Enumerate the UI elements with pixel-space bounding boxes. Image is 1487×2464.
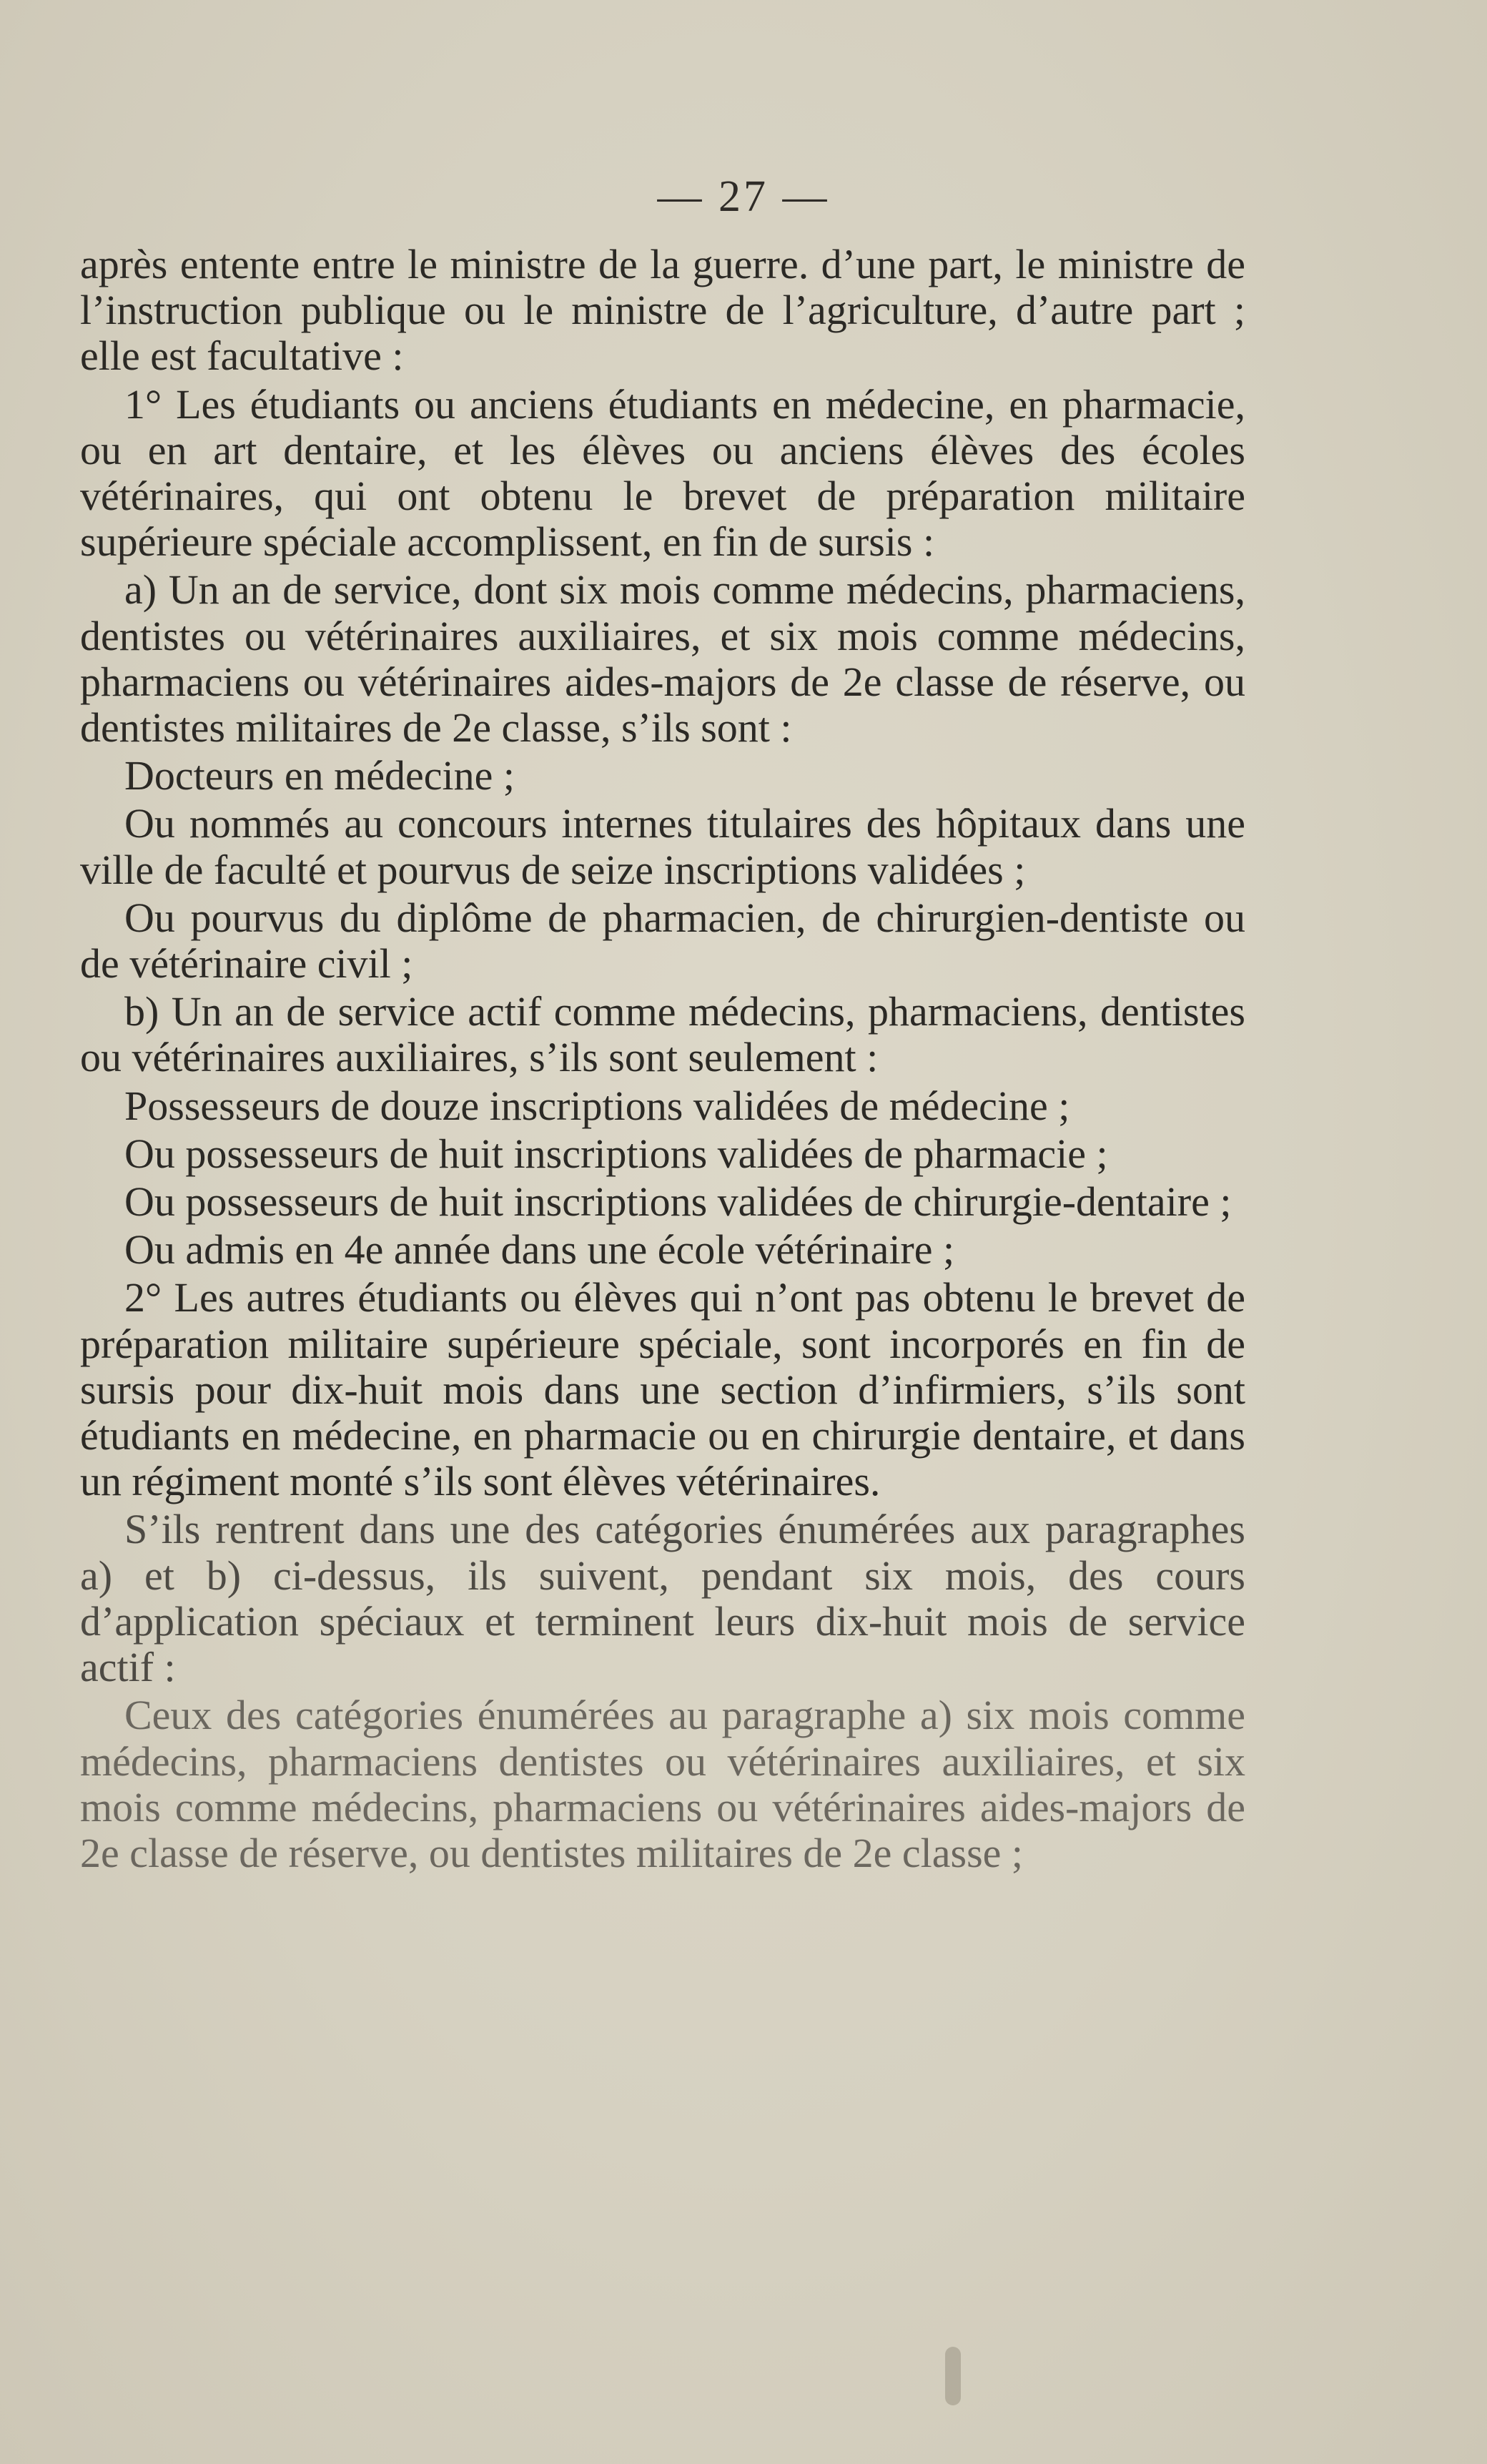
paragraph-2: 1° Les étudiants ou anciens étudiants en médecine, en pharmacie, ou en art dentaire, et les élèves ou anciens élèves des écoles vétérinaires, qui ont obtenu le brevet de préparation militaire supérieure spéciale accomplissent, en fin de sursis : bbox=[80, 380, 1245, 566]
paragraph-8: Possesseurs de douze inscriptions validées de médecine ; bbox=[124, 1082, 1070, 1129]
page-number: — 27 — bbox=[657, 172, 830, 221]
paragraph-7: b) Un an de service actif comme médecins, pharmaciens, dentistes ou vétérinaires auxiliaires, s’ils sont seulement : bbox=[80, 988, 1245, 1081]
paragraph-13: S’ils rentrent dans une des catégories énumérées aux paragraphes a) et b) ci-dessus, ils suivent, pendant six mois, des cours d’application spéciaux et terminent leurs dix-huit mois de service actif : bbox=[80, 1506, 1245, 1691]
paragraph-14: Ceux des catégories énumérées au paragraphe a) six mois comme médecins, pharmaciens dentistes ou vétérinaires auxiliaires, et six mois comme médecins, pharmaciens ou vétérinaires aides-majors de 2e classe de réserve, ou dentistes militaires de 2e classe ; bbox=[80, 1692, 1245, 1876]
paragraph-4: Docteurs en médecine ; bbox=[124, 752, 515, 799]
body-text bbox=[80, 242, 1245, 1878]
paragraph-9: Ou possesseurs de huit inscriptions validées de pharmacie ; bbox=[124, 1130, 1108, 1177]
paragraph-1: après entente entre le ministre de la guerre. d’une part, le ministre de l’instruction publique ou le ministre de l’agriculture, d’autre part ; elle est facultative : bbox=[80, 241, 1245, 380]
paragraph-11: Ou admis en 4e année dans une école vétérinaire ; bbox=[124, 1226, 955, 1273]
paragraph-5: Ou nommés au concours internes titulaires des hôpitaux dans une ville de faculté et pourvus de seize inscriptions validées ; bbox=[80, 800, 1245, 893]
paragraph-12: 2° Les autres étudiants ou élèves qui n’ont pas obtenu le brevet de préparation militaire supérieure spéciale, sont incorporés en fin de sursis pour dix-huit mois dans une section d’infirmiers, s’ils sont étudiants en médecine, en pharmacie ou en chirurgie dentaire, et dans un régiment monté s’ils sont élèves vétérinaires. bbox=[80, 1274, 1245, 1505]
paragraph-6: Ou pourvus du diplôme de pharmacien, de chirurgien-dentiste ou de vétérinaire civil ; bbox=[80, 894, 1245, 987]
paragraph-10: Ou possesseurs de huit inscriptions validées de chirurgie-dentaire ; bbox=[124, 1178, 1232, 1226]
ink-smudge bbox=[945, 2347, 961, 2405]
paragraph-3: a) Un an de service, dont six mois comme médecins, pharmaciens, dentistes ou vétérinaires auxiliaires, et six mois comme médecins, pharmaciens ou vétérinaires aides-majors de 2e classe de réserve, ou dentistes militaires de 2e classe, s’ils sont : bbox=[80, 566, 1245, 751]
